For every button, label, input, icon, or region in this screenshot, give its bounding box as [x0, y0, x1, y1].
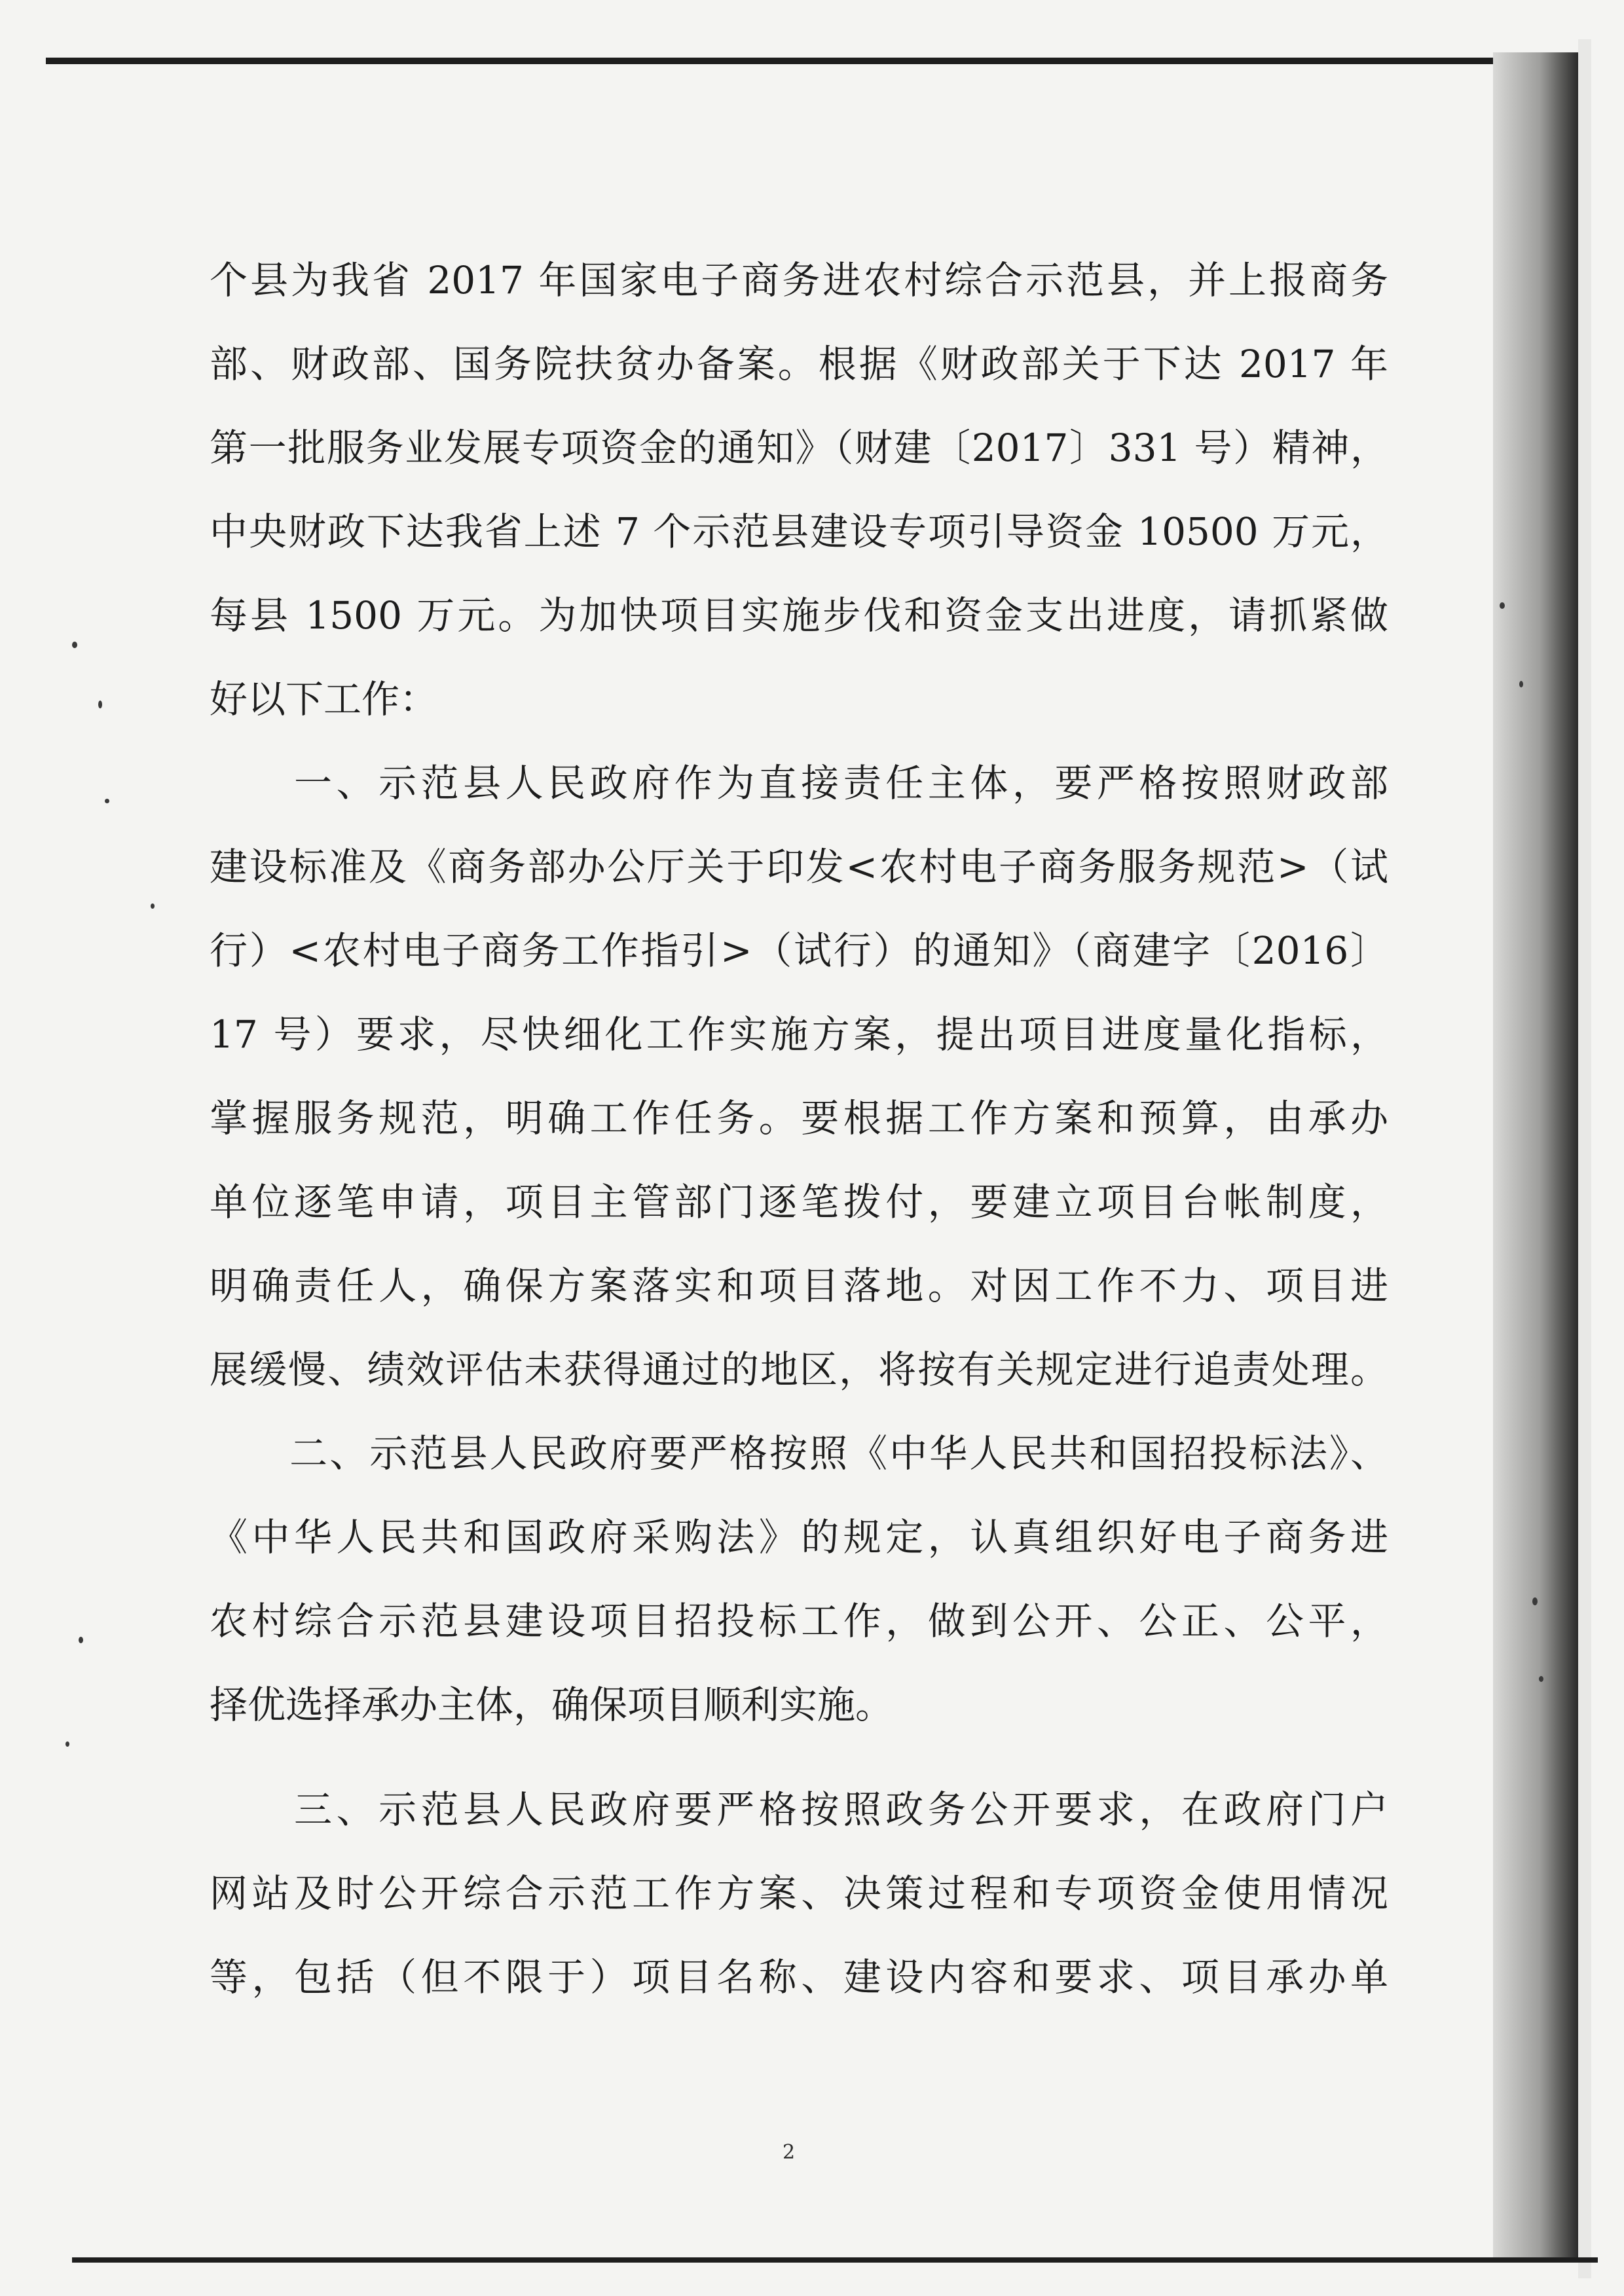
scan-speck — [79, 1637, 83, 1643]
text-line: 明确责任人，确保方案落实和项目落地。对因工作不力、项目进 — [210, 1264, 1388, 1308]
text-line: 择优选择承办主体，确保项目顺利实施。 — [210, 1683, 894, 1727]
text-line: 部、财政部、国务院扶贫办备案。根据《财政部关于下达 2017 年 — [210, 342, 1388, 386]
scan-speck — [1500, 602, 1505, 609]
text-line: 网站及时公开综合示范工作方案、决策过程和专项资金使用情况 — [210, 1871, 1388, 1916]
page-number: 2 — [783, 2141, 796, 2164]
bottom-border-line — [72, 2257, 1598, 2263]
text-line: 行）<农村电子商务工作指引>（试行）的通知》（商建字〔2016〕 — [210, 928, 1388, 973]
paragraph-1-start: 一、示范县人民政府作为直接责任主体，要严格按照财政部 — [210, 761, 1388, 805]
text-line: 中央财政下达我省上述 7 个示范县建设专项引导资金 10500 万元， — [210, 509, 1388, 554]
text-line: 17 号）要求，尽快细化工作实施方案，提出项目进度量化指标， — [210, 1012, 1388, 1057]
text-line: 展缓慢、绩效评估未获得通过的地区，将按有关规定进行追责处理。 — [210, 1347, 1388, 1392]
top-border-line — [46, 58, 1565, 64]
text-line: 农村综合示范县建设项目招投标工作，做到公开、公正、公平， — [210, 1599, 1388, 1643]
scan-speck — [98, 701, 102, 708]
text-line: 个县为我省 2017 年国家电子商务进农村综合示范县，并上报商务 — [210, 258, 1388, 302]
scan-speck — [65, 1741, 69, 1747]
text-line: 等，包括（但不限于）项目名称、建设内容和要求、项目承办单 — [210, 1955, 1388, 1999]
scan-speck — [105, 799, 109, 803]
text-line: 掌握服务规范，明确工作任务。要根据工作方案和预算，由承办 — [210, 1096, 1388, 1140]
text-line: 每县 1500 万元。为加快项目实施步伐和资金支出进度，请抓紧做 — [210, 593, 1388, 638]
text-line: 第一批服务业发展专项资金的通知》（财建〔2017〕331 号）精神， — [210, 426, 1388, 470]
paragraph-2-start: 二、示范县人民政府要严格按照《中华人民共和国招投标法》、 — [210, 1431, 1388, 1476]
text-line: 建设标准及《商务部办公厅关于印发<农村电子商务服务规范>（试 — [210, 845, 1388, 889]
scan-speck — [151, 903, 155, 909]
text-line: 单位逐笔申请，项目主管部门逐笔拨付，要建立项目台帐制度， — [210, 1180, 1388, 1224]
scan-speck — [1539, 1676, 1543, 1682]
page-edge — [1578, 39, 1591, 2278]
text-line: 好以下工作： — [210, 677, 438, 721]
text-line: 《中华人民共和国政府采购法》的规定，认真组织好电子商务进 — [210, 1515, 1388, 1559]
paragraph-3-start: 三、示范县人民政府要严格按照政务公开要求，在政府门户 — [210, 1787, 1388, 1832]
scan-speck — [72, 642, 77, 648]
scan-speck — [1532, 1597, 1538, 1605]
scan-speck — [1519, 681, 1523, 687]
page-curl-shadow — [1493, 52, 1578, 2262]
